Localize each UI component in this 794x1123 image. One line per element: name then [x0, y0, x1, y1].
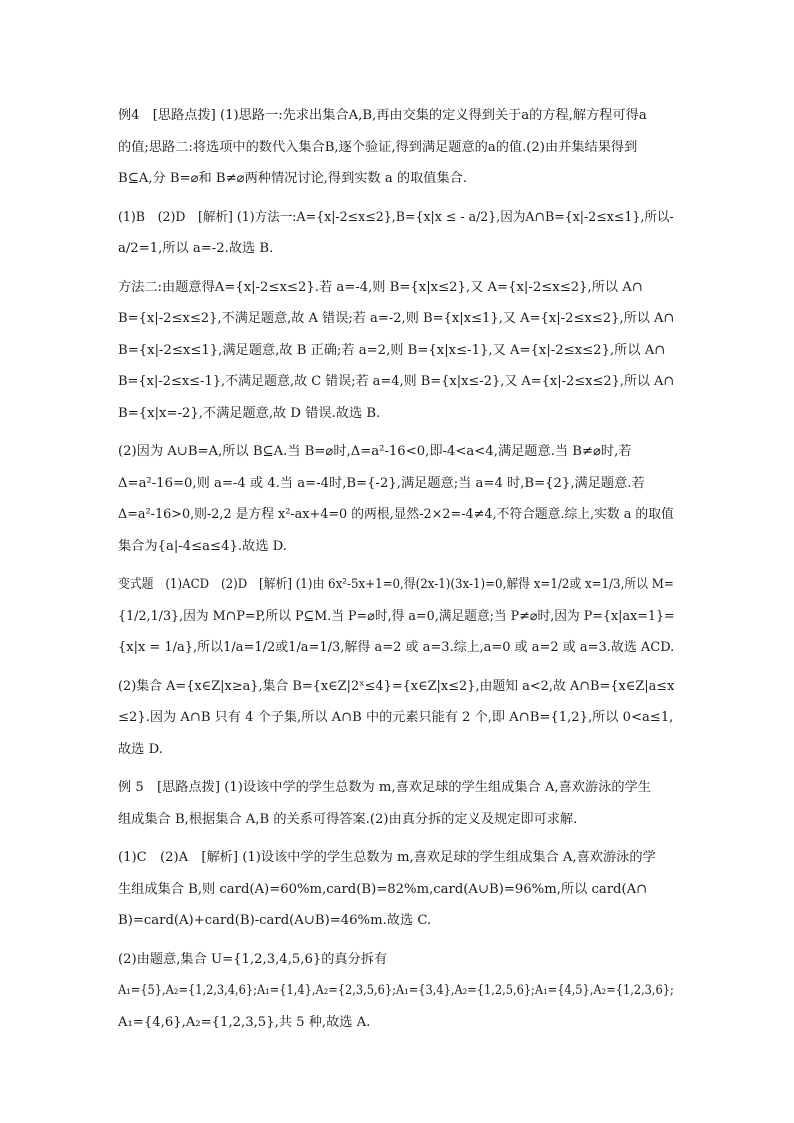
- text-line: Δ=a²-16=0,则 a=-4 或 4.当 a=-4时,B={-2},满足题意;当 a=4 时,B={2},满足题意.若: [118, 475, 645, 491]
- variant-question-part2: [118, 671, 674, 766]
- text-line: B={x|-2≤x≤-1},不满足题意,故 C 错误;若 a=4,则 B={x|x≤-2},又 A={x|-2≤x≤2},所以 A∩: [118, 374, 675, 389]
- text-line: A₁={5},A₂={1,2,3,4,6};A₁={1,4},A₂={2,3,5,6};A₁={3,4},A₂={1,2,5,6};A₁={4,5},A₂={1,2,3,6};: [118, 983, 674, 998]
- text-line: B={x|x=-2},不满足题意,故 D 错误.故选 B.: [118, 405, 381, 421]
- example4-answer-method1: [118, 202, 674, 265]
- text-line: {1/2,1/3},因为 M∩P=P,所以 P⊆M.当 P=⌀时,得 a=0,满足题意;当 P≠⌀时,因为 P={x|ax=1}=: [118, 608, 675, 624]
- text-line: (2)由题意,集合 U={1,2,3,4,5,6}的真分拆有: [118, 951, 388, 967]
- example4-method2: [118, 272, 674, 430]
- text-line: 例4 [思路点拨] (1)思路一:先求出集合A,B,再由交集的定义得到关于a的方程,解方程可得a: [118, 108, 647, 123]
- text-line: (1)B (2)D [解析] (1)方法一:A={x|-2≤x≤2},B={x|x ≤ - a/2},因为A∩B={x|-2≤x≤1},所以-: [118, 209, 674, 225]
- text-line: B={x|-2≤x≤2},不满足题意,故 A 错误;若 a=-2,则 B={x|x≤1},又 A={x|-2≤x≤2},所以 A∩: [118, 311, 675, 326]
- example4-hint: [118, 100, 674, 195]
- text-line: 集合为{a|-4≤a≤4}.故选 D.: [118, 538, 287, 554]
- text-line: (2)因为 A∪B=A,所以 B⊆A.当 B=⌀时,Δ=a²-16<0,即-4<a<4,满足题意.当 B≠⌀时,若: [118, 444, 632, 459]
- text-line: 方法二:由题意得A={x|-2≤x≤2}.若 a=-4,则 B={x|x≤2},又 A={x|-2≤x≤2},所以 A∩: [118, 279, 643, 295]
- text-line: A₁={4,6},A₂={1,2,3,5},共 5 种,故选 A.: [118, 1014, 371, 1030]
- text-line: Δ=a²-16>0,则-2,2 是方程 x²-ax+4=0 的两根,显然-2×2=-4≠4,不符合题意.综上,实数 a 的取值: [118, 507, 674, 522]
- example4-part2: [118, 436, 674, 562]
- text-line: 变式题 (1)ACD (2)D [解析] (1)由 6x²-5x+1=0,得(2x-1)(3x-1)=0,解得 x=1/2或 x=1/3,所以 M=: [118, 577, 674, 592]
- text-line: (2)集合 A={x∈Z|x≥a},集合 B={x∈Z|2ˣ≤4}={x∈Z|x≤2},由题知 a<2,故 A∩B={x∈Z|a≤x: [118, 678, 675, 694]
- text-line: B⊆A,分 B=⌀和 B≠⌀两种情况讨论,得到实数 a 的取值集合.: [118, 171, 468, 186]
- example5-answer-part2: [118, 944, 674, 1039]
- text-line: B)=card(A)+card(B)-card(A∪B)=46%m.故选 C.: [118, 913, 432, 928]
- text-line: 例 5 [思路点拨] (1)设该中学的学生总数为 m,喜欢足球的学生组成集合 A,喜欢游泳的学生: [118, 780, 651, 795]
- text-line: 的值;思路二:将选项中的数代入集合B,逐个验证,得到满足题意的a的值.(2)由并集结果得到: [118, 139, 638, 155]
- variant-question-part1: [118, 569, 674, 664]
- text-line: a/2=1,所以 a=-2.故选 B.: [118, 241, 274, 256]
- text-line: {x|x = 1/a},所以1/a=1/2或1/a=1/3,解得 a=2 或 a=3.综上,a=0 或 a=2 或 a=3.故选 ACD.: [118, 640, 675, 655]
- example5-hint: [118, 772, 674, 835]
- text-line: 故选 D.: [118, 741, 163, 757]
- text-line: B={x|-2≤x≤1},满足题意,故 B 正确;若 a=2,则 B={x|x≤-1},又 A={x|-2≤x≤2},所以 A∩: [118, 342, 666, 358]
- text-line: (1)C (2)A [解析] (1)设该中学的学生总数为 m,喜欢足球的学生组成集合 A,喜欢游泳的学: [118, 850, 656, 865]
- example5-answer-part1: [118, 842, 674, 937]
- text-line: ≤2}.因为 A∩B 只有 4 个子集,所以 A∩B 中的元素只能有 2 个,即 A∩B={1,2},所以 0<a≤1,: [118, 710, 674, 725]
- text-line: 组成集合 B,根据集合 A,B 的关系可得答案.(2)由真分拆的定义及规定即可求解.: [118, 811, 578, 827]
- text-line: 生组成集合 B,则 card(A)=60%m,card(B)=82%m,card(A∪B)=96%m,所以 card(A∩: [118, 881, 648, 897]
